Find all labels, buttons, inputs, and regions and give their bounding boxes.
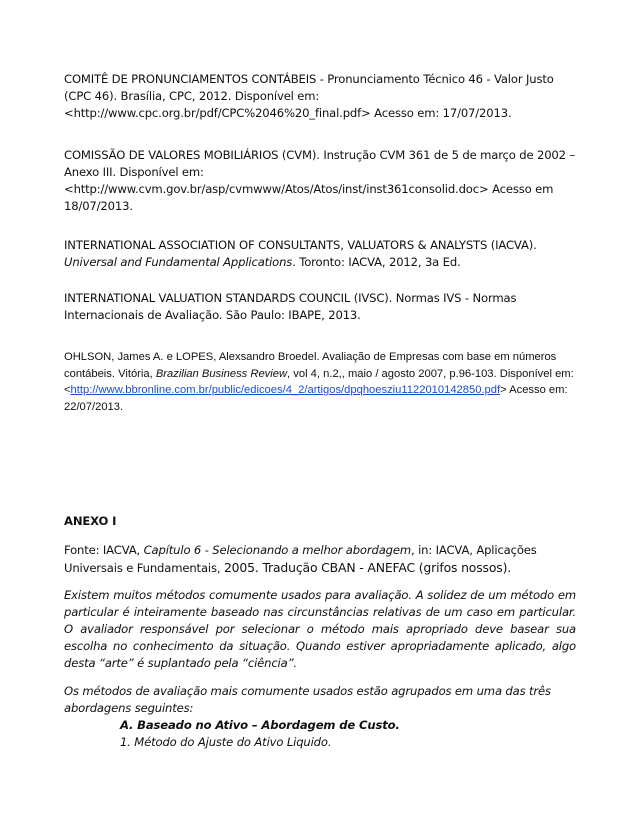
annex-paragraph-2-text: Os métodos de avaliação mais comumente usados estão agrupados em uma das três abordagens seguintes: — [64, 684, 551, 715]
reference-iacva-title: Universal and Fundamental Applications — [64, 255, 293, 269]
annex-heading: ANEXO I — [64, 514, 117, 528]
reference-iacva-suffix: . Toronto: IACVA, 2012, 3a Ed. — [292, 255, 461, 269]
annex-source-chapter: Capítulo 6 - Selecionando a melhor abordagem — [143, 543, 411, 557]
reference-ivsc-text: INTERNATIONAL VALUATION STANDARDS COUNCIL (IVSC). Normas IVS - Normas Internacionais de Avaliação. São Paulo: IBAPE, 2013. — [64, 291, 517, 322]
annex-item-a: A. Baseado no Ativo – Abordagem de Custo. — [120, 718, 400, 732]
reference-ohlson-prefix: OHLSON, James A. e LOPES, Alexsandro Broedel. Avaliação de Empresas com base em números contábeis. Vitória, — [64, 351, 557, 380]
reference-iacva — [64, 237, 576, 271]
annex-item-1: 1. Método do Ajuste do Ativo Liquido. — [120, 735, 332, 749]
annex-paragraph-1 — [64, 587, 576, 672]
annex-source-text — [64, 542, 576, 577]
reference-cvm-text: COMISSÃO DE VALORES MOBILIÁRIOS (CVM). Instrução CVM 361 de 5 de março de 2002 – Anexo III. Disponível em: <http://www.cvm.gov.br/asp/cvmwww/Atos/Atos/inst/inst361consolid.doc> Acesso em 18/07/2013. — [64, 148, 576, 213]
reference-ohlson-middle: , vol 4, n.2,, maio / agosto 2007, p.96-103. Disponível em: < — [64, 367, 574, 396]
reference-ohlson-suffix: > Acesso em: 22/07/2013. — [64, 384, 568, 413]
annex-paragraph-1-text: Existem muitos métodos comumente usados para avaliação. A solidez de um método em particular é inteiramente baseado nas circunstâncias relativas de um caso em particular. O avaliador responsável por selecionar o método mais apropriado deve basear sua escolha no conhecimento da situação. Quando estiver apropriadamente aplicado, algo desta “arte” é suplantado pela “ciência”. — [64, 588, 576, 670]
reference-iacva-text — [64, 237, 576, 271]
reference-iacva-prefix: INTERNATIONAL ASSOCIATION OF CONSULTANTS, VALUATORS & ANALYSTS (IACVA). — [64, 238, 537, 252]
reference-cpc-text: COMITÊ DE PRONUNCIAMENTOS CONTÁBEIS - Pronunciamento Técnico 46 - Valor Justo (CPC 46). Brasília, CPC, 2012. Disponível em: <http://www.cpc.org.br/pdf/CPC%2046%20_final.pdf> Acesso em: 17/07/2013. — [64, 72, 554, 120]
annex-source — [64, 542, 576, 577]
annex-source-prefix: Fonte: IACVA, — [64, 543, 144, 557]
annex-source-middle: , in: IACVA, Aplicações Universais e Fundamentais, — [64, 543, 537, 575]
reference-ohlson-text — [64, 349, 576, 415]
annex-heading-block — [64, 513, 576, 530]
reference-ohlson-url-link[interactable]: http://www.bbronline.com.br/public/edicoes/4_2/artigos/dpqhoesziu1122010142850.pdf — [70, 384, 501, 396]
annex-source-year-translation: 2005. Tradução CBAN - ANEFAC (grifos nossos). — [223, 560, 512, 575]
annex-paragraph-2 — [64, 683, 576, 751]
reference-ohlson-journal: Brazilian Business Review — [155, 367, 288, 380]
reference-cvm — [64, 147, 576, 215]
reference-cpc — [64, 71, 576, 122]
reference-ohlson — [64, 349, 576, 415]
reference-ivsc — [64, 290, 576, 324]
